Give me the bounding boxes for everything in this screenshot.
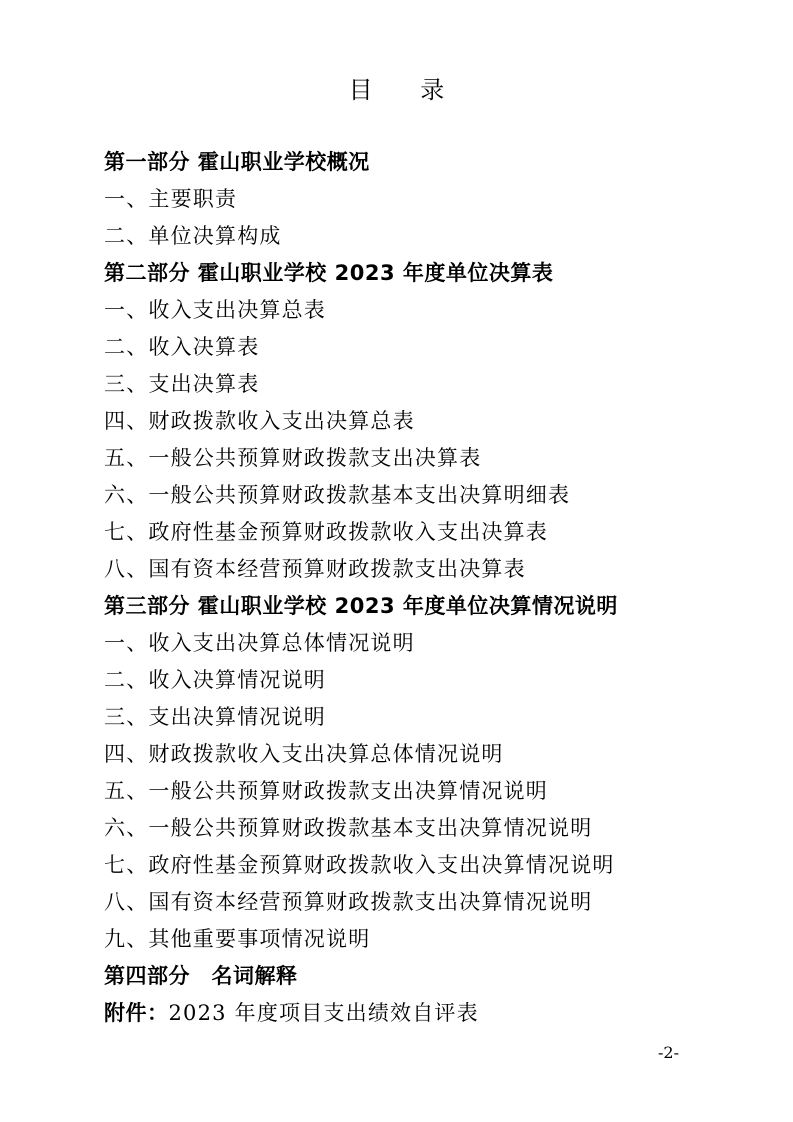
toc-item: 三、支出决算情况说明 [104, 705, 326, 729]
toc-item: 五、一般公共预算财政拨款支出决算表 [104, 446, 482, 470]
toc-item: 一、收入支出决算总表 [104, 298, 326, 322]
table-of-contents [104, 144, 744, 1032]
toc-item: 一、主要职责 [104, 187, 238, 211]
toc-item: 二、收入决算表 [104, 335, 260, 359]
toc-item: 四、财政拨款收入支出决算总表 [104, 409, 415, 433]
toc-item: 六、一般公共预算财政拨款基本支出决算情况说明 [104, 816, 593, 840]
page-title: 目 录 [348, 76, 465, 104]
toc-item: 七、政府性基金预算财政拨款收入支出决算情况说明 [104, 853, 615, 877]
toc-part-3: 第三部分 霍山职业学校 2023 年度单位决算情况说明 [104, 594, 618, 618]
toc-item: 五、一般公共预算财政拨款支出决算情况说明 [104, 779, 548, 803]
toc-item: 七、政府性基金预算财政拨款收入支出决算表 [104, 520, 548, 544]
toc-item: 八、国有资本经营预算财政拨款支出决算表 [104, 557, 526, 581]
toc-attachment [104, 995, 744, 1032]
toc-item: 八、国有资本经营预算财政拨款支出决算情况说明 [104, 890, 593, 914]
toc-item: 二、收入决算情况说明 [104, 668, 326, 692]
attachment-label: 附件： [104, 1001, 169, 1025]
toc-item: 二、单位决算构成 [104, 224, 282, 248]
attachment-text: 2023 年度项目支出绩效自评表 [168, 1001, 479, 1025]
toc-item: 一、收入支出决算总体情况说明 [104, 631, 415, 655]
toc-part-4: 第四部分 名词解释 [104, 964, 298, 988]
page-number: -2- [658, 1043, 679, 1062]
toc-item: 三、支出决算表 [104, 372, 260, 396]
toc-part-2: 第二部分 霍山职业学校 2023 年度单位决算表 [104, 261, 554, 285]
toc-item: 六、一般公共预算财政拨款基本支出决算明细表 [104, 483, 571, 507]
toc-item: 四、财政拨款收入支出决算总体情况说明 [104, 742, 504, 766]
toc-part-1: 第一部分 霍山职业学校概况 [104, 150, 370, 174]
toc-item: 九、其他重要事项情况说明 [104, 927, 371, 951]
